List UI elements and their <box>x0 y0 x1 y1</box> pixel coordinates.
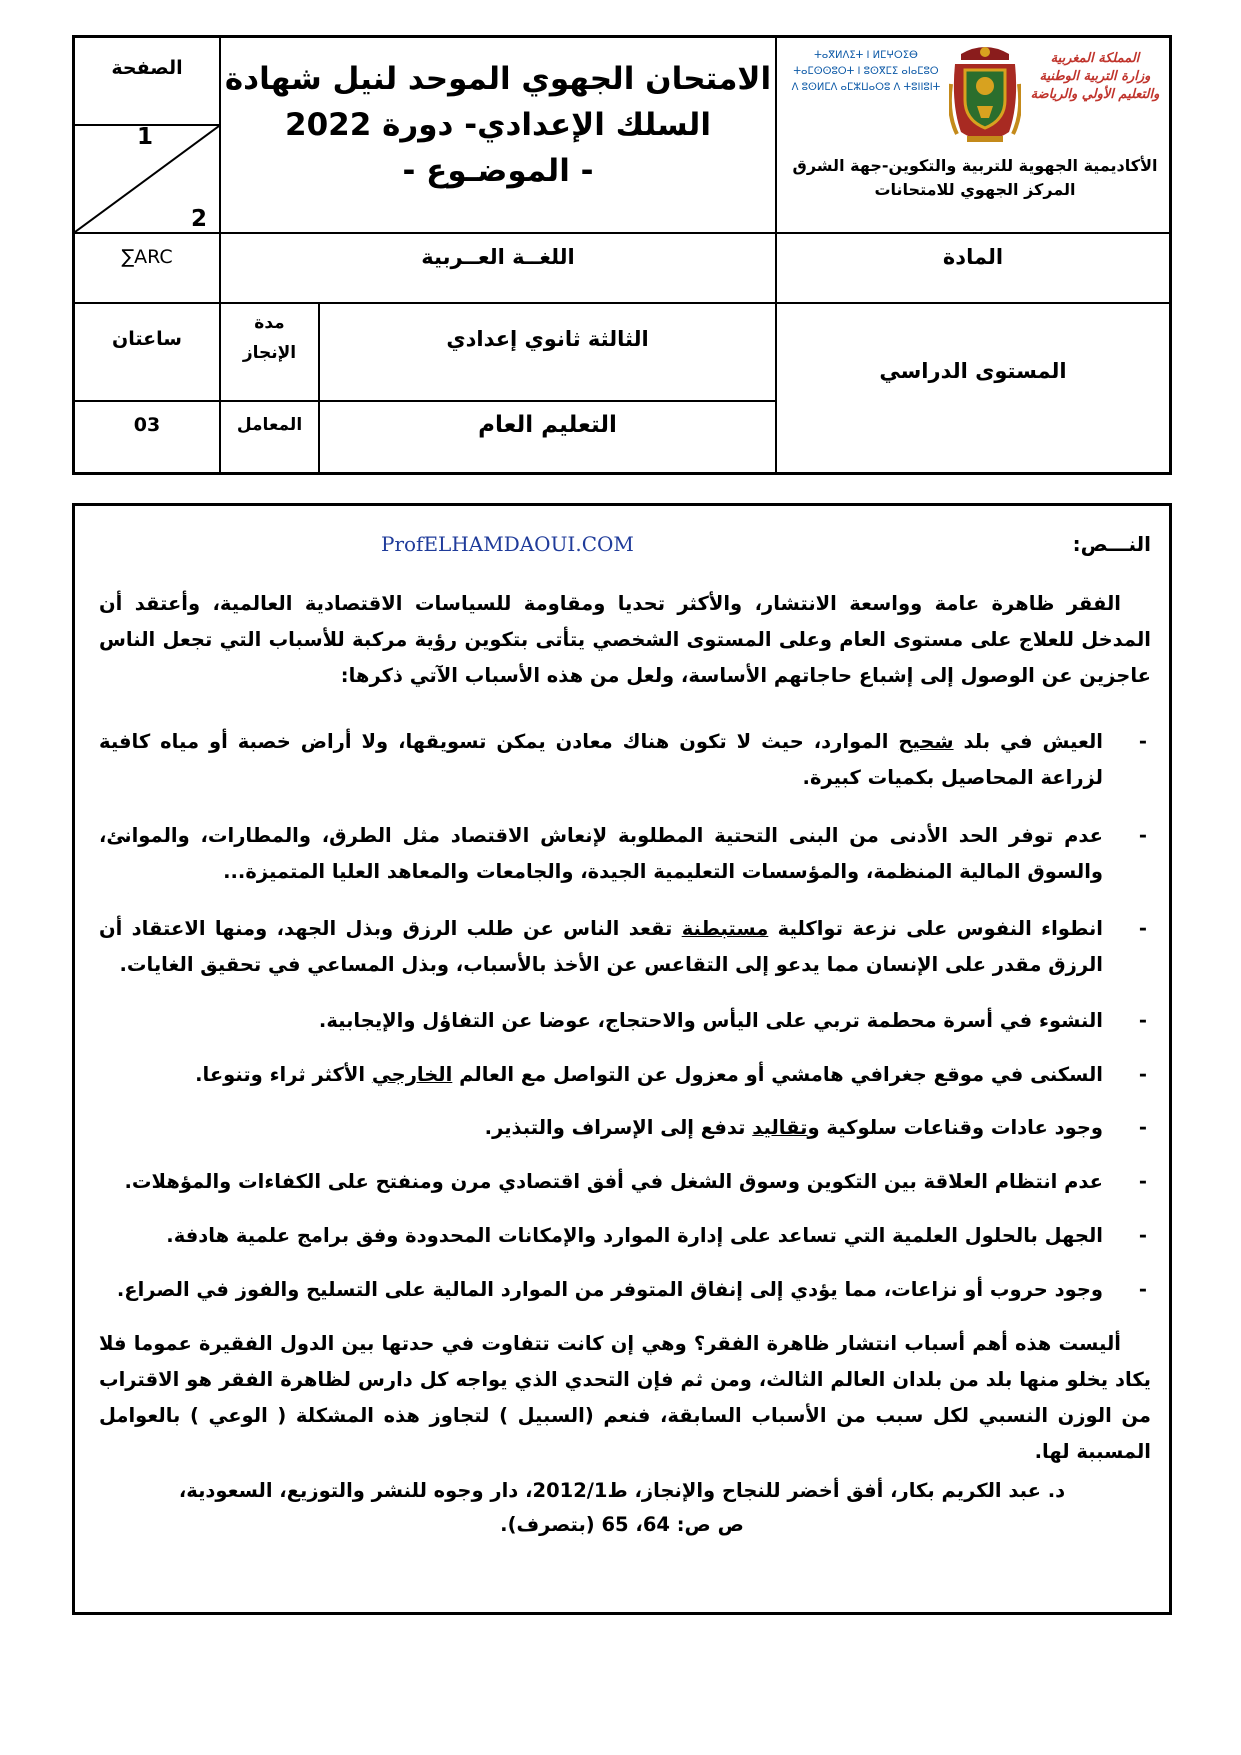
tifinagh-text: ⵜⴰⴳⵍⴷⵉⵜ ⵏ ⵍⵎⵖⵔⵉⴱ ⵜⴰⵎⵙⵙⵓⵔⵜ ⵏ ⵓⵙⴳⵎⵉ ⴰⵏⴰⵎⵓⵔ ⴷ ⵓⵙⵍⵎⴷ ⴰⵎⵣⵡⴰⵔⵓ ⴷ ⵜⵓⵏⵏⵓⵏⵜ <box>791 50 941 93</box>
list-item: - انطواء النفوس على نزعة تواكلية مستبطنة تقعد الناس عن طلب الرزق وبذل الجهد، ومنها الاعتقاد أن الرزق مقدر على الإنسان مما يدعو إلى التقاعس عن الأخذ بالأسباب، وبذل المساعي في تحقيق الغايات. <box>99 917 1147 976</box>
track-value: التعليم العام <box>478 412 617 438</box>
exam-title <box>221 56 775 194</box>
page-total: 2 <box>191 206 208 232</box>
list-item: - وجود حروب أو نزاعات، مما يؤدي إلى إنفاق المتوفر من الموارد المالية على التسليح والفوز في الصراع. <box>116 1278 1147 1301</box>
list-item: - عدم توفر الحد الأدنى من البنى التحتية المطلوبة لإنعاش الاقتصاد مثل الطرق، والمطارات، والموانئ، والسوق المالية المنظمة، والمؤسسات التعليمية الجيدة، والجامعات والمعاهد العليا المتميزة... <box>99 824 1147 883</box>
exam-title-line3: - الموضـوع - <box>402 153 594 189</box>
coat-of-arms-icon <box>949 44 1021 146</box>
subject-value: اللغــة العــربية <box>421 245 575 269</box>
list-item: - عدم انتظام العلاقة بين التكوين وسوق الشغل في أفق اقتصادي مرن ومنفتح على الكفاءات والمؤهلات. <box>124 1170 1147 1193</box>
list-item: - وجود عادات وقناعات سلوكية وتقاليد تدفع إلى الإسراف والتبذير. <box>484 1116 1147 1139</box>
list-item: - النشوء في أسرة محطمة تربي على اليأس والاحتجاج، عوضا عن التفاؤل والإيجابية. <box>318 1009 1147 1032</box>
watermark-link[interactable]: ProfELHAMDAOUI.COM <box>381 532 634 556</box>
level-value: الثالثة ثانوي إعدادي <box>446 327 649 351</box>
coef-label: المعامل <box>236 415 303 435</box>
level-label: المستوى الدراسي <box>879 359 1067 383</box>
academy-name: الأكاديمية الجهوية للتربية والتكوين-جهة الشرق المركز الجهوي للامتحانات <box>792 156 1158 199</box>
reading-text-box <box>72 503 1172 1615</box>
text-label: النـــص: <box>1072 532 1151 556</box>
exam-title-line2: السلك الإعدادي- دورة 2022 <box>285 107 711 143</box>
duration-label: مدة الإنجاز <box>242 313 297 363</box>
underlined-word: تقاليد <box>752 1116 808 1139</box>
duration-value: ساعتان <box>112 328 182 350</box>
intro-paragraph: الفقر ظاهرة عامة وواسعة الانتشار، والأكثر تحديا ومقاومة للسياسات الاقتصادية العالمية، وأعتقد أن المدخل للعلاج على مستوى العام وعلى المستوى الشخصي يتأتى بتكوين رؤية مركبة للأسباب التي تجعل الناس عاجزين عن الوصول إلى إشباع حاجاتهم الأساسة، ولعل من هذه الأسباب الآتي ذكرها: <box>99 592 1151 687</box>
source-line: د. عبد الكريم بكار، أفق أخضر للنجاح والإنجاز، ط2012/1، دار وجوه للنشر والتوزيع، السعودية، <box>178 1479 1066 1502</box>
logo-area <box>781 42 1169 230</box>
source-citation <box>95 1474 1149 1542</box>
exam-header-table <box>72 35 1172 475</box>
list-item: - السكنى في موقع جغرافي هامشي أو معزول عن التواصل مع العالم الخارجي الأكثر ثراء وتنوعا. <box>195 1063 1147 1086</box>
exam-title-line1: الامتحان الجهوي الموحد لنيل شهادة <box>224 61 772 97</box>
list-item: - الجهل بالحلول العلمية التي تساعد على إدارة الموارد والإمكانات المحدودة وفق برامج علمية هادفة. <box>166 1224 1147 1247</box>
page-label: الصفحة <box>111 57 183 79</box>
list-item: - العيش في بلد شحيح الموارد، حيث لا تكون هناك معادن يمكن تسويقها، ولا أراض خصبة أو مياه كافية لزراعة المحاصيل بكميات كبيرة. <box>99 730 1147 789</box>
page-current: 1 <box>137 124 154 150</box>
underlined-word: شحيح <box>898 730 954 753</box>
underlined-word: مستبطنة <box>681 917 769 940</box>
underlined-word: الخارجي <box>371 1063 453 1086</box>
exam-code: ∑ARC <box>121 246 173 268</box>
ministry-name: المملكة المغربية وزارة التربية الوطنية والتعليم الأولي والرياضة <box>1030 51 1160 102</box>
coef-value: 03 <box>133 414 161 436</box>
conclusion-paragraph: أليست هذه أهم أسباب انتشار ظاهرة الفقر؟ وهي إن كانت تتفاوت في حدتها بين الدول الفقيرة عموما فلا يكاد يخلو منها بلد من بلدان العالم الثالث، ومن ثم فإن التحدي الذي يواجه كل دارس لظاهرة الفقر هو الاقتراب من الوزن النسبي لكل سبب من الأسباب السابقة، فنعم (السبيل ) لتجاوز هذه المشكلة ( الوعي ) بالعوامل المسببة لها. <box>99 1332 1151 1463</box>
source-line: ص ص: 64، 65 (بتصرف). <box>500 1513 744 1536</box>
subject-label: المادة <box>942 245 1004 269</box>
